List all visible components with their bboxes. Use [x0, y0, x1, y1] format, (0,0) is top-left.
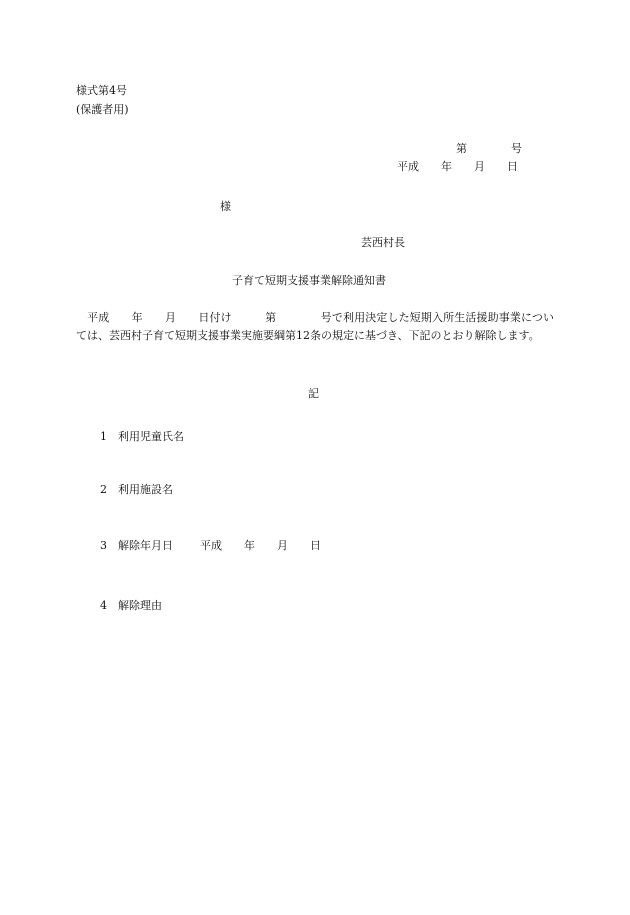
body-paragraph: 平成 年 月 日付け 第 号で利用決定した短期入所生活援助事業については、芸西村子育て短期支援事業実施要綱第12条の規定に基づき、下記のとおり解除します。 [76, 311, 554, 342]
item-number: 1 [100, 430, 107, 443]
form-number: 様式第4号 [76, 84, 127, 97]
addressee-label: 様 [220, 200, 231, 213]
ki-heading: 記 [308, 387, 319, 400]
item-label: 解除理由 [118, 599, 162, 612]
item-number: 4 [100, 599, 107, 612]
document-date: 平成 年 月 日 [397, 160, 518, 173]
item-number: 3 [100, 539, 107, 552]
item-label: 利用児童氏名 [118, 430, 184, 443]
form-subtitle: (保護者用) [76, 103, 129, 116]
issuer-name: 芸西村長 [361, 236, 405, 249]
item-label: 利用施設名 [118, 483, 173, 496]
document-number: 第 号 [456, 142, 522, 155]
document-title: 子育て短期支援事業解除通知書 [232, 274, 386, 287]
item-number: 2 [100, 483, 107, 496]
item-value: 平成 年 月 日 [200, 539, 321, 552]
item-label: 解除年月日 [118, 539, 173, 552]
